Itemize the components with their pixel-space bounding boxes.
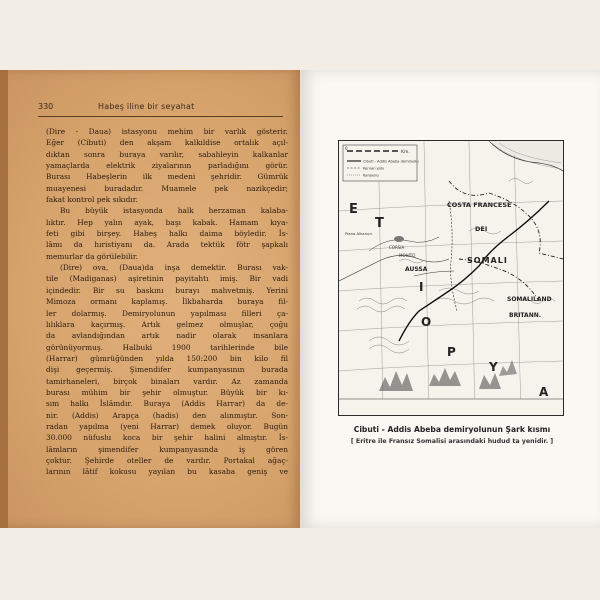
text-line: görünüyormuş. Halbuki 1900 tarihlerinde bile [46, 342, 288, 352]
text-line: lâmların şimendifer kumpanyasında iş gören [46, 444, 288, 454]
text-line: ler dolarmış. Demiryolunun yapılması filleri ça- [46, 308, 288, 318]
text-line: Mimoza ormanı kaplamış. İlkbaharda buraya fil- [46, 297, 288, 307]
scale-zero: 0 [345, 146, 348, 151]
body-text [46, 126, 288, 478]
text-line: (Dire - Daua) istasyonu mehim bir varlık gösterir. [46, 127, 288, 136]
map-bottom-strip [339, 399, 563, 415]
text-line: tamirhaneleri, birçok binaları vardır. Az zamanda [46, 376, 288, 386]
map-label-dei: DEI [475, 225, 488, 233]
page-edge [0, 70, 8, 528]
text-line: radan yapılma (yeni Harrar) demek oluyor. Bugün [46, 421, 288, 431]
text-line: lâmı da hıristiyanı da. Arada tektük fötr şapkalı [46, 240, 288, 250]
river [339, 255, 449, 281]
text-line: içindedir. Bir su baskını burayı mahvetmiş. Yerini [46, 285, 288, 295]
text-line: lılıklara kaçırmış. Artık gelmez olmuşlar, çoğu [46, 319, 288, 329]
text-line: (Harrar) gümrüğünden yılda 150:200 bin kilo fil [46, 353, 288, 363]
border-line [449, 181, 563, 259]
map-label-a: A [539, 385, 549, 399]
text-line: dişi geçermiş. Şimendifer kumpanyasının burada [46, 365, 288, 375]
caravan-route [449, 201, 457, 311]
map-label-mohito: MOHITO [399, 253, 416, 258]
figure-caption: Cibuti - Addis Abeba demiryolunun Şark kısmı [353, 425, 551, 434]
map-label-corsia: CORSIA [389, 245, 405, 250]
text-line: burası mühim bir şehir olmuştur. Büyük bir kı- [46, 387, 288, 397]
text-line: Eğer (Cibuti) den akşam kalkıldise ortalık açıl- [46, 138, 288, 148]
map-label-costa: COSTA FRANCESE [447, 201, 512, 209]
text-line: çoktur. Şehirde oteller de vardır. Portakal ağaç- [46, 455, 288, 465]
text-line: Burası Habeşlerin ilk medeni şehridir. Gümrük [46, 172, 288, 182]
map-label-somaliland: SOMALILAND [507, 296, 552, 303]
text-line: feti gibi birşey. Habeş halkı daima böyledir. İs- [46, 229, 288, 239]
map-label-y: Y [489, 360, 498, 374]
text-line: sım halkı İslâmdır. Buraya (Addis Harrar) da de- [46, 399, 288, 409]
header-rule [38, 116, 283, 117]
gulf-water [489, 141, 563, 167]
page-number: 330 [38, 102, 54, 111]
map-label-o: O [421, 315, 432, 329]
lake [394, 236, 404, 242]
text-line: larının lâtif kokusu yayılan bu kasaba geniş ve [46, 467, 288, 477]
map-figure [338, 140, 564, 416]
map-label-aussa: AUSSA [405, 266, 428, 273]
map-drawing [339, 141, 563, 415]
page-header [38, 102, 278, 116]
text-line: 30.000 nüfuslu koca bir şehir halini almıştır. İs- [46, 433, 288, 443]
map-label-piana: Piana Alkanun [345, 231, 372, 236]
text-line: memurlar da görülebilir. [46, 251, 138, 261]
map-label-p: P [447, 345, 456, 359]
map-label-e: E [349, 202, 358, 217]
legend-railway-label: Cibuti - Addis Abeba demiryolu [363, 159, 419, 164]
text-line: tile (Madiganas) aşiretinin payitahtı imiş. Bir vadi [46, 274, 288, 284]
text-line: muayenesi buradadır. Muamele pek nazikçedir; [46, 183, 288, 193]
text-line: yamaçlarda elektrik ziyalarının parladığını görür. [46, 161, 288, 171]
text-line: fakat kontrol pek sıkıdır. [46, 195, 138, 205]
legend-road-label: Karayolu [363, 173, 379, 178]
scale-unit: Km. [401, 150, 410, 155]
map-label-britann: BRITANN. [509, 312, 542, 319]
text-line: Bu büyük istasyonda halk herzaman kalaba- [60, 206, 288, 216]
text-line: (Dire) ova, (Daua)da inşa demektir. Burası vak- [60, 263, 288, 273]
border-line-2 [459, 259, 539, 301]
text-line: lıktır. Hep yalın ayak, başı kabak. Hamam kıya- [46, 217, 288, 227]
figure-note: [ Eritre ile Fransız Somalisi arasındaki hudud ta yenidir. ] [350, 438, 554, 445]
text-line: da avlandığından artık nadir olarak insanlara [46, 331, 288, 341]
text-line: nir. (Addis) Arapça (hadis) den alınmıştır. Son- [46, 410, 288, 420]
text-line: dıktan sonra buraya varılır, sabahleyin kalkanlar [46, 149, 288, 159]
map-label-somali: SOMALI [467, 256, 508, 265]
map-label-i: I [419, 280, 424, 294]
legend-caravan-label: Kervan yolu [363, 166, 385, 171]
map-label-t: T [375, 216, 384, 231]
running-title: Habeş iline bir seyahat [98, 102, 195, 111]
